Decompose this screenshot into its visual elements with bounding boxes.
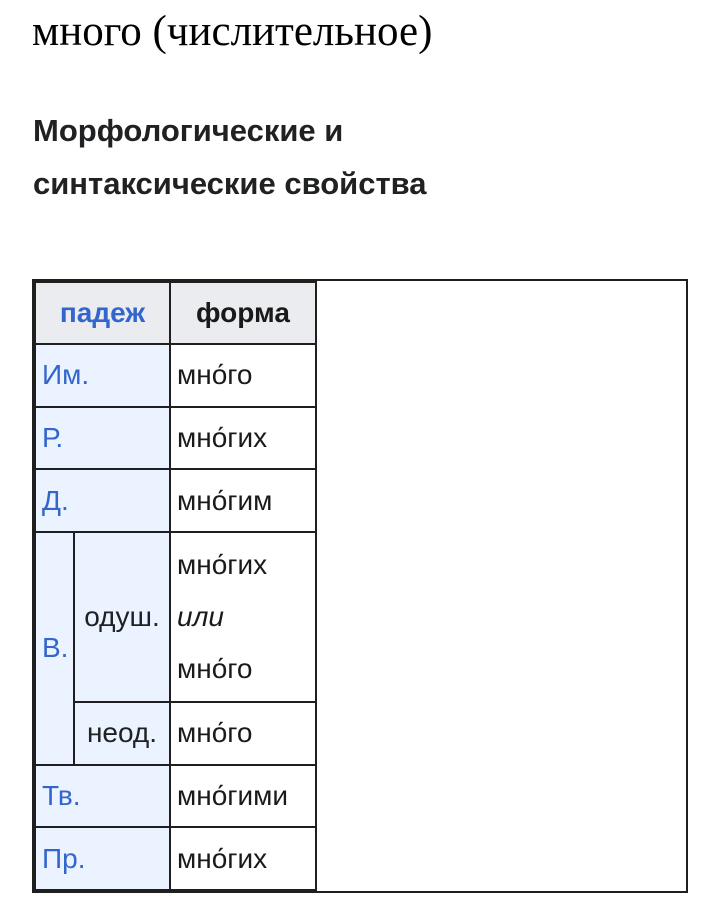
- case-link-instrumental[interactable]: Тв.: [35, 765, 170, 828]
- section-heading: Морфологические и синтаксические свойства: [33, 113, 427, 201]
- form-conjunction: или: [177, 600, 224, 632]
- form-variant-1: мно́гих: [177, 548, 268, 580]
- table-row: [35, 344, 316, 407]
- form-cell: мно́гими: [170, 765, 316, 828]
- case-link-accusative[interactable]: В.: [35, 532, 74, 765]
- table-row: [35, 469, 316, 532]
- form-cell-animate: [170, 532, 316, 702]
- table-row: [35, 765, 316, 828]
- case-link-genitive[interactable]: Р.: [35, 407, 170, 470]
- form-cell: мно́го: [170, 344, 316, 407]
- case-link-dative[interactable]: Д.: [35, 469, 170, 532]
- table-row: [35, 827, 316, 890]
- page-title: много (числительное): [32, 8, 433, 55]
- case-link-prepositional[interactable]: Пр.: [35, 827, 170, 890]
- form-cell: мно́гих: [170, 407, 316, 470]
- table-row: [35, 532, 316, 702]
- header-form: форма: [170, 282, 316, 344]
- table-header-row: [35, 282, 316, 344]
- form-variant-2: мно́го: [177, 652, 253, 684]
- table-row: [35, 407, 316, 470]
- table-row: [35, 702, 316, 765]
- case-link-nominative[interactable]: Им.: [35, 344, 170, 407]
- form-cell: мно́гим: [170, 469, 316, 532]
- subcase-animate-label: одуш.: [74, 532, 170, 702]
- declension-table: [34, 281, 317, 891]
- subcase-inanimate-label: неод.: [74, 702, 170, 765]
- form-cell: мно́го: [170, 702, 316, 765]
- form-cell: мно́гих: [170, 827, 316, 890]
- header-case[interactable]: падеж: [35, 282, 170, 344]
